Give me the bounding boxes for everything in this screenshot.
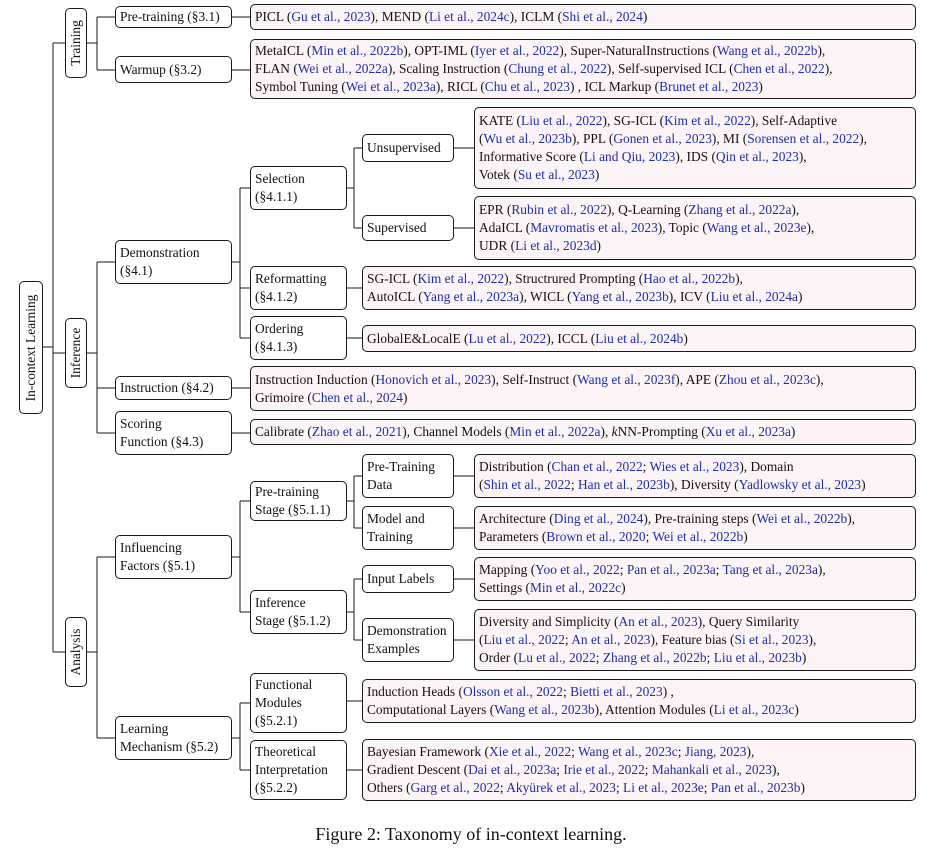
leaf-line	[479, 649, 816, 667]
leaf-reformatting	[362, 266, 916, 310]
citation-link[interactable]: Akyürek et al., 2023	[506, 780, 616, 795]
citation-link[interactable]: Tang et al., 2023a	[722, 562, 818, 577]
leaf-text: ;	[642, 459, 650, 474]
node-demonstration-label: Demonstration	[120, 245, 200, 260]
citation-link[interactable]: Gu et al., 2023	[291, 9, 371, 24]
node-ordering-label: (§4.1.3)	[255, 339, 298, 354]
leaf-text: (	[479, 131, 484, 146]
node-functional-label: (§5.2.1)	[255, 713, 298, 728]
leaf-text: ), WICL (	[519, 289, 572, 304]
node-instruction-label: Instruction (§4.2)	[120, 380, 214, 395]
node-inference-stage-label: Inference	[255, 595, 306, 610]
leaf-line	[255, 371, 824, 389]
node-warmup-label: Warmup (§3.2)	[120, 61, 202, 77]
leaf-model-training	[474, 506, 916, 550]
leaf-text: ), Attention Modules (	[594, 702, 714, 717]
citation-link[interactable]: Pan et al., 2023a	[626, 562, 716, 577]
node-input-labels	[362, 565, 454, 593]
node-demonstration	[115, 240, 232, 284]
leaf-text: ),	[806, 220, 815, 235]
node-selection	[250, 166, 347, 210]
leaf-line	[367, 288, 802, 306]
citation-link[interactable]: Min et al., 2022b	[311, 43, 404, 58]
node-learning	[115, 716, 232, 760]
node-functional	[250, 673, 347, 733]
citation-link[interactable]: Li et al., 2023e	[623, 780, 704, 795]
analysis-node-label: Analysis	[68, 628, 83, 676]
citation-link[interactable]: Min et al., 2022a	[509, 424, 601, 439]
node-pretraining-data	[362, 454, 454, 498]
citation-link[interactable]: Xu et al., 2023a	[705, 424, 791, 439]
node-learning-label: Learning	[120, 721, 169, 736]
leaf-text: MetaICL (	[255, 43, 312, 58]
leaf-text: Calibrate (	[255, 424, 312, 439]
node-reformatting	[250, 266, 347, 310]
citation-link[interactable]: Xie et al., 2022	[488, 744, 572, 759]
leaf-text: ;	[556, 762, 564, 777]
leaf-text: ),	[798, 149, 807, 164]
node-influencing-label: Factors (§5.1)	[120, 558, 196, 573]
leaf-line	[479, 130, 867, 148]
leaf-text: Distribution (	[479, 459, 552, 474]
citation-link[interactable]: Honovich et al., 2023	[375, 371, 492, 387]
leaf-text: ;	[706, 650, 714, 665]
leaf-text: Symbol Tuning (	[255, 79, 346, 94]
leaf-line	[479, 201, 814, 219]
leaf-text: ),	[859, 131, 867, 146]
citation-link[interactable]: Wei et al., 2023a	[345, 79, 436, 94]
leaf-text: Instruction Induction (	[255, 371, 376, 387]
leaf-text: ),	[735, 271, 743, 286]
leaf-text: ), Query Similarity	[697, 614, 800, 629]
citation-link[interactable]: Wang et al., 2023e	[706, 220, 807, 235]
node-supervised	[362, 215, 454, 241]
leaf-text: )	[758, 79, 763, 94]
leaf-text: ),	[600, 424, 612, 439]
leaf-text: Computational Layers (	[367, 702, 495, 717]
node-theoretical-label: (§5.2.2)	[255, 780, 298, 795]
leaf-line	[479, 476, 866, 494]
citation-link[interactable]: Olsson et al., 2022	[462, 684, 564, 699]
leaf-ordering	[362, 325, 916, 352]
node-input-labels-label: Input Labels	[367, 571, 435, 586]
leaf-text: Votek (	[479, 167, 518, 182]
node-model-training-label: Training	[367, 529, 413, 544]
inference-node-label: Inference	[68, 327, 83, 379]
citation-link[interactable]: Wang et al., 2022b	[717, 43, 818, 58]
node-unsupervised-label: Unsupervised	[367, 140, 441, 155]
node-influencing-label: Influencing	[120, 540, 182, 555]
leaf-line	[479, 166, 867, 184]
leaf-scoring	[250, 419, 916, 445]
citation-link[interactable]: Pan et al., 2023b	[710, 780, 801, 795]
leaf-text: ), ICV (	[668, 289, 711, 304]
leaf-text: ), Q-Learning (	[606, 202, 689, 217]
node-pretraining-stage-label: Stage (§5.1.1)	[255, 502, 331, 517]
leaf-text: ),	[746, 744, 755, 759]
citation-link[interactable]: Min et al., 2022c	[529, 580, 622, 595]
citation-link[interactable]: Wei et al., 2022b	[756, 511, 848, 526]
leaf-line	[367, 270, 802, 288]
citation-link[interactable]: Yoo et al., 2022	[535, 562, 620, 577]
node-pretraining-stage-label: Pre-training	[255, 484, 319, 499]
leaf-line	[479, 510, 855, 528]
node-theoretical-label: Theoretical	[255, 744, 316, 759]
leaf-line	[479, 613, 816, 631]
citation-link[interactable]: Shin et al., 2022	[483, 477, 571, 492]
node-model-training	[362, 506, 454, 550]
citation-link[interactable]: Liu et al., 2022	[483, 632, 565, 647]
leaf-line	[479, 148, 867, 166]
leaf-text: )	[621, 580, 626, 595]
leaf-text: AdaICL (	[479, 220, 531, 235]
leaf-text: FLAN (	[255, 61, 298, 76]
leaf-text: ;	[715, 562, 723, 577]
citation-link[interactable]: Su et al., 2023	[517, 167, 595, 182]
citation-link[interactable]: Liu et al., 2024b	[595, 330, 684, 346]
leaf-text: Induction Heads (	[367, 684, 463, 699]
node-unsupervised	[362, 134, 454, 162]
citation-link[interactable]: Gonen et al., 2023	[613, 131, 712, 146]
leaf-line	[367, 743, 805, 761]
training-node-label: Training	[68, 20, 83, 66]
leaf-text: ),	[824, 61, 833, 76]
node-demonstration-examples-label: Demonstration	[367, 623, 447, 638]
node-pretraining-stage	[250, 481, 347, 521]
leaf-line	[367, 779, 805, 797]
citation-link[interactable]: Chen et al., 2022	[733, 61, 825, 76]
citation-link[interactable]: Zhang et al., 2022a	[688, 202, 792, 217]
leaf-text: ), ICLM (	[509, 9, 563, 24]
leaf-text: Order (	[479, 650, 519, 665]
node-scoring-label: Scoring	[120, 416, 162, 431]
citation-link[interactable]: An et al., 2023	[618, 614, 698, 629]
citation-link[interactable]: Zhou et al., 2023c	[718, 371, 816, 387]
leaf-text: )	[861, 477, 866, 492]
node-demonstration-examples-label: Examples	[367, 641, 420, 656]
leaf-text: ;	[677, 744, 685, 759]
leaf-text: ), IDS (	[675, 149, 716, 164]
citation-link[interactable]: Wang et al., 2023f	[577, 371, 676, 387]
node-supervised-label: Supervised	[367, 220, 427, 235]
citation-link[interactable]: Zhang et al., 2022b	[602, 650, 707, 665]
leaf-text: ;	[703, 780, 711, 795]
leaf-text: )	[797, 289, 803, 304]
leaf-supervised	[474, 196, 916, 260]
training-node	[65, 8, 87, 78]
leaf-text: ), Self-Instruct (	[491, 371, 578, 387]
citation-link[interactable]: Yang et al., 2023a	[422, 289, 520, 304]
node-ordering	[250, 316, 347, 360]
leaf-text: ;	[645, 529, 653, 544]
citation-link[interactable]: An et al., 2023	[571, 632, 651, 647]
citation-link[interactable]: Wang et al., 2023b	[494, 702, 595, 717]
citation-link[interactable]: Wu et al., 2023b	[483, 131, 572, 146]
leaf-text: )	[683, 330, 688, 346]
root-node-label: In-context Learning	[23, 294, 38, 401]
leaf-text: Architecture (	[479, 511, 554, 526]
leaf-text: ), Domain	[739, 459, 794, 474]
citation-link[interactable]: Iyer et al., 2022	[474, 43, 560, 58]
leaf-line	[367, 701, 799, 719]
leaf-line	[479, 237, 814, 255]
leaf-text: EPR (	[479, 202, 512, 217]
leaf-line	[367, 761, 805, 779]
leaf-text: ),	[817, 562, 826, 577]
leaf-text: )	[800, 780, 805, 795]
inference-node	[65, 318, 87, 388]
node-influencing	[115, 535, 232, 579]
leaf-text: ), OPT-IML (	[403, 43, 475, 58]
leaf-text: Diversity and Simplicity (	[479, 614, 619, 629]
citation-link[interactable]: Wies et al., 2023	[649, 459, 740, 474]
node-selection-label: (§4.1.1)	[255, 189, 298, 204]
citation-link[interactable]: Li et al., 2023c	[713, 702, 795, 717]
leaf-warmup	[250, 39, 916, 99]
leaf-text: Grimoire (	[255, 389, 312, 405]
leaf-text: ;	[615, 780, 624, 795]
leaf-functional	[362, 679, 916, 723]
leaf-text: ), PPL (	[571, 131, 614, 146]
citation-link[interactable]: Dai et al., 2023a	[468, 762, 557, 777]
leaf-text: ;	[564, 632, 572, 647]
leaf-text: ),	[817, 43, 826, 58]
leaf-text: ;	[619, 562, 627, 577]
leaf-text: ),	[847, 511, 856, 526]
citation-link[interactable]: Li et al., 2023d	[515, 238, 597, 253]
node-reformatting-label: (§4.1.2)	[255, 289, 298, 304]
node-warmup	[115, 56, 232, 83]
citation-link[interactable]: Wang et al., 2023c	[577, 744, 678, 759]
leaf-text: ), RICL (	[435, 79, 485, 94]
node-instruction	[115, 376, 232, 400]
analysis-node	[65, 617, 87, 687]
leaf-text: Gradient Descent (	[367, 762, 469, 777]
citation-link[interactable]: Rubin et al., 2022	[511, 202, 607, 217]
node-pretraining-data-label: Pre-Training	[367, 459, 435, 474]
leaf-line	[367, 330, 688, 348]
leaf-text: ) , ICL Markup (	[569, 79, 660, 94]
citation-link[interactable]: Liu et al., 2023b	[713, 650, 802, 665]
leaf-theoretical	[362, 739, 916, 801]
leaf-line	[255, 60, 833, 78]
leaf-text: ), ICCL (	[546, 330, 596, 346]
leaf-line	[479, 112, 867, 130]
citation-link[interactable]: Ding et al., 2024	[553, 511, 644, 526]
leaf-line	[479, 528, 855, 546]
leaf-line	[479, 458, 866, 476]
leaf-line	[367, 683, 799, 701]
citation-link[interactable]: Chung et al., 2022	[508, 61, 607, 76]
leaf-text: )	[596, 238, 602, 253]
leaf-text: )	[642, 9, 648, 24]
citation-link[interactable]: Bietti et al., 2023	[570, 684, 663, 699]
leaf-text: Settings (	[479, 580, 530, 595]
leaf-text: ;	[571, 744, 578, 759]
leaf-text: Mapping (	[479, 562, 536, 577]
leaf-text: k	[611, 424, 618, 439]
leaf-text: ;	[570, 477, 578, 492]
leaf-line	[479, 631, 816, 649]
citation-link[interactable]: Mahankali et al., 2023	[651, 762, 772, 777]
leaf-text: ),	[808, 632, 817, 647]
citation-link[interactable]: Chan et al., 2022	[551, 459, 643, 474]
citation-link[interactable]: Si et al., 2023	[734, 632, 809, 647]
leaf-text: ;	[499, 780, 507, 795]
node-scoring	[115, 411, 232, 455]
leaf-line	[255, 8, 647, 26]
leaf-text: (	[479, 477, 484, 492]
leaf-demonstration-examples	[474, 609, 916, 671]
leaf-text: )	[794, 702, 799, 717]
leaf-pretraining	[250, 4, 916, 30]
node-pretraining-label: Pre-training (§3.1)	[120, 9, 220, 24]
node-theoretical-label: Interpretation	[255, 762, 328, 777]
citation-link[interactable]: Brunet et al., 2023	[659, 79, 759, 94]
citation-link[interactable]: Yadlowsky et al., 2023	[738, 477, 862, 492]
leaf-text: (	[479, 632, 484, 647]
node-pretraining-data-label: Data	[367, 477, 393, 492]
citation-link[interactable]: Irie et al., 2022	[563, 762, 645, 777]
leaf-text: ), Scaling Instruction (	[387, 61, 509, 76]
citation-link[interactable]: Lu et al., 2022	[518, 650, 596, 665]
node-reformatting-label: Reformatting	[255, 271, 327, 286]
citation-link[interactable]: Liu et al., 2022	[521, 113, 603, 128]
leaf-instruction	[250, 366, 916, 411]
citation-link[interactable]: Wei et al., 2022a	[297, 61, 388, 76]
node-ordering-label: Ordering	[255, 321, 304, 336]
node-learning-label: Mechanism (§5.2)	[120, 739, 219, 754]
node-functional-label: Modules	[255, 695, 302, 710]
node-demonstration-examples	[362, 618, 454, 662]
leaf-text: )	[801, 650, 807, 665]
leaf-text: AutoICL (	[367, 289, 423, 304]
leaf-text: ), Structrured Prompting (	[504, 271, 644, 286]
leaf-line	[255, 78, 833, 96]
citation-link[interactable]: Chen et al., 2024	[311, 389, 404, 405]
leaf-text: ), MI (	[711, 131, 748, 146]
leaf-text: Others (	[367, 780, 411, 795]
leaf-line	[255, 389, 824, 407]
leaf-unsupervised	[474, 107, 916, 189]
node-model-training-label: Model and	[367, 511, 425, 526]
citation-link[interactable]: Garg et al., 2022	[410, 780, 500, 795]
leaf-text: ), APE (	[675, 371, 719, 387]
leaf-text: ), Self-supervised ICL (	[606, 61, 734, 76]
citation-link[interactable]: Han et al., 2023b	[577, 477, 670, 492]
leaf-text: )	[743, 529, 748, 544]
node-inference-stage	[250, 590, 347, 634]
root-node	[19, 281, 43, 414]
leaf-text: ), SG-ICL (	[602, 113, 665, 128]
node-functional-label: Functional	[255, 677, 313, 692]
citation-link[interactable]: Kim et al., 2022	[664, 113, 751, 128]
leaf-text: ), Topic (	[657, 220, 707, 235]
leaf-text: ),	[791, 202, 800, 217]
citation-link[interactable]: Li et al., 2024c	[428, 9, 510, 24]
citation-link[interactable]: Sorensen et al., 2022	[747, 131, 860, 146]
leaf-text: PICL (	[255, 9, 292, 24]
citation-link[interactable]: Zhao et al., 2021	[311, 424, 403, 439]
leaf-text: ;	[595, 650, 603, 665]
leaf-text: NN-Prompting (	[617, 424, 706, 439]
leaf-text: Informative Score (	[479, 149, 584, 164]
node-pretraining	[115, 6, 232, 28]
leaf-text: ), Pre-training steps (	[643, 511, 757, 526]
leaf-text: UDR (	[479, 238, 516, 253]
citation-link[interactable]: Qin et al., 2023	[715, 149, 799, 164]
citation-link[interactable]: Mavromatis et al., 2023	[530, 220, 658, 235]
leaf-text: ),	[815, 371, 824, 387]
leaf-text: ), MEND (	[370, 9, 429, 24]
citation-link[interactable]: Shi et al., 2024	[562, 9, 643, 24]
leaf-text: )	[403, 389, 408, 405]
leaf-input-labels	[474, 557, 916, 601]
node-scoring-label: Function (§4.3)	[120, 434, 204, 449]
leaf-text: GlobalE&LocalE (	[367, 330, 469, 346]
leaf-text: )	[790, 424, 796, 439]
node-selection-label: Selection	[255, 171, 305, 186]
citation-link[interactable]: Liu et al., 2024a	[710, 289, 798, 304]
leaf-text: ), Diversity (	[669, 477, 739, 492]
leaf-text: ), Super-NaturalInstructions (	[559, 43, 718, 58]
citation-link[interactable]: Li and Qiu, 2023	[583, 149, 676, 164]
leaf-text: ),	[771, 762, 780, 777]
leaf-line	[479, 219, 814, 237]
citation-link[interactable]: Yang et al., 2023b	[571, 289, 669, 304]
node-demonstration-label: (§4.1)	[120, 263, 153, 278]
leaf-line	[255, 42, 833, 60]
citation-link[interactable]: Kim et al., 2022	[417, 271, 505, 286]
node-inference-stage-label: Stage (§5.1.2)	[255, 613, 331, 628]
leaf-text: ;	[563, 684, 571, 699]
leaf-text: ), Feature bias (	[650, 632, 735, 647]
leaf-text: ), Self-Adaptive	[750, 113, 838, 128]
leaf-text: )	[594, 167, 600, 182]
citation-link[interactable]: Lu et al., 2022	[468, 330, 547, 346]
leaf-text: ;	[644, 762, 652, 777]
leaf-text: ) ,	[662, 684, 674, 699]
citation-link[interactable]: Brown et al., 2020	[546, 529, 646, 544]
citation-link[interactable]: Wei et al., 2022b	[652, 529, 744, 544]
leaf-line	[255, 423, 795, 441]
citation-link[interactable]: Hao et al., 2022b	[643, 271, 736, 286]
citation-link[interactable]: Jiang, 2023	[684, 744, 747, 759]
leaf-line	[479, 579, 826, 597]
citation-link[interactable]: Chu et al., 2023	[484, 79, 570, 94]
leaf-line	[479, 561, 826, 579]
leaf-text: KATE (	[479, 113, 522, 128]
leaf-text: SG-ICL (	[367, 271, 418, 286]
leaf-text: Parameters (	[479, 529, 547, 544]
leaf-text: Bayesian Framework (	[367, 744, 489, 759]
figure-caption: Figure 2: Taxonomy of in-context learning.	[315, 824, 627, 844]
node-theoretical	[250, 740, 347, 800]
leaf-pretraining-data	[474, 454, 916, 498]
leaf-text: ), Channel Models (	[402, 424, 510, 439]
